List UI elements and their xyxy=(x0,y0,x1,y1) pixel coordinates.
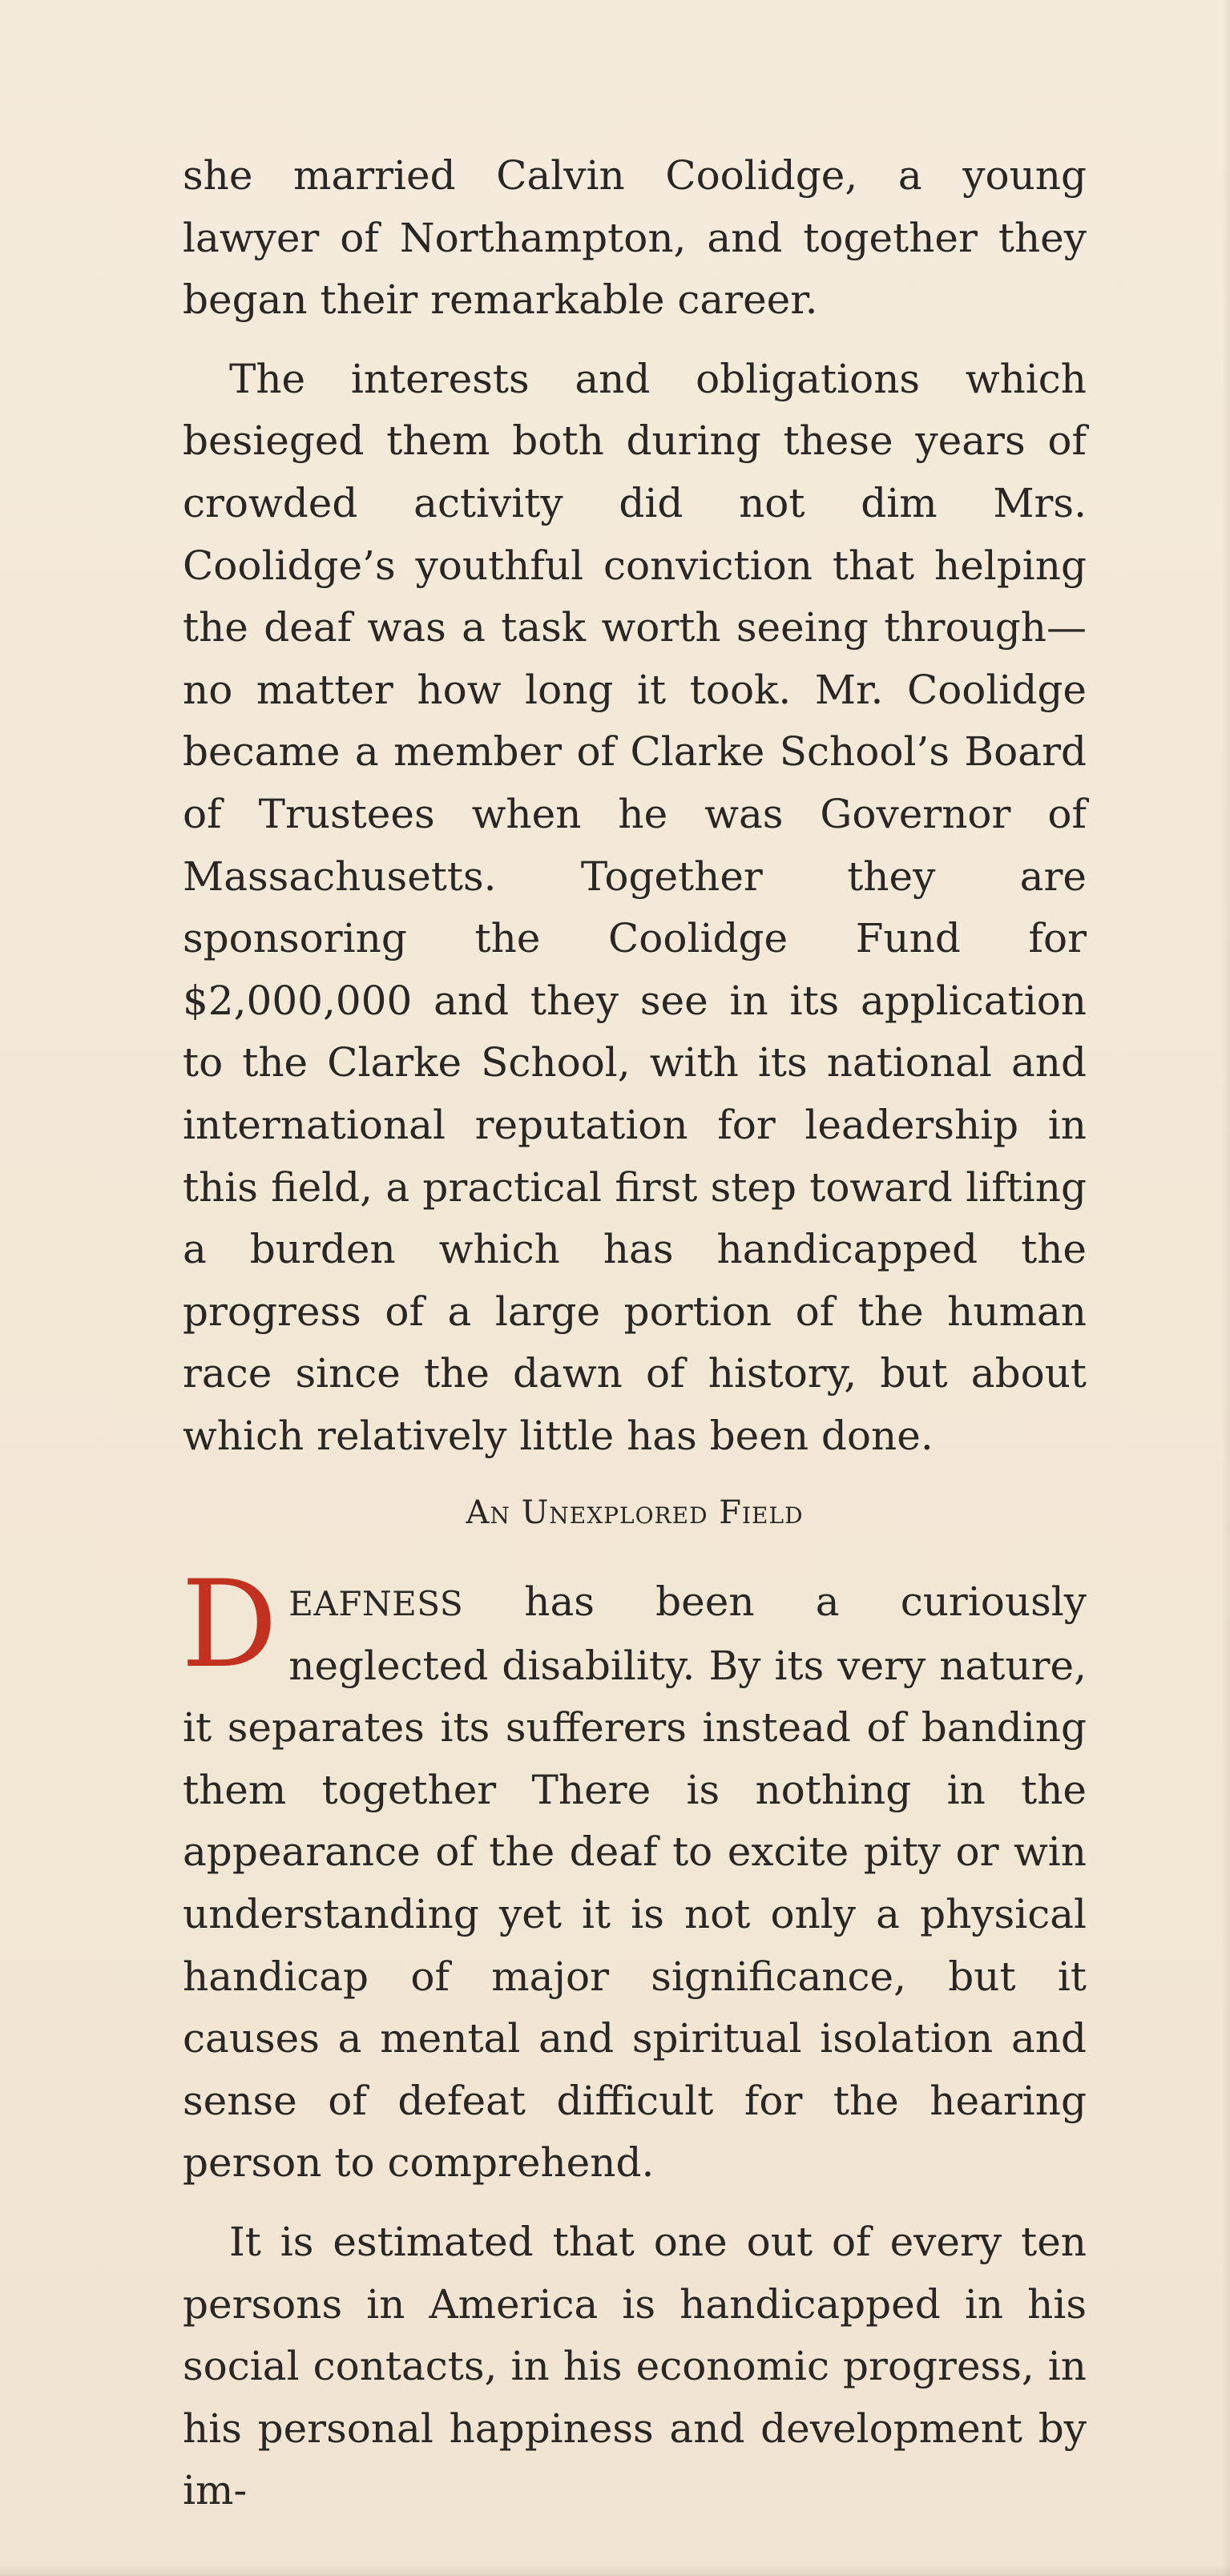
paragraph-deafness-body: has been a curiously neglected disability. By its very nature, it separates its sufferers instead of banding them together There is nothing in the appearance of the deaf to excite pity or win understanding yet it is not only a physical handicap of major significance, but it causes a mental and spiritual isolation and sense of defeat difficult for the hearing person to comprehend. xyxy=(183,1578,1087,2187)
drop-cap-letter: D xyxy=(181,1555,278,1695)
lead-word-caps: EAFNESS xyxy=(288,1584,464,1623)
paragraph-estimate: It is estimated that one out of every ten persons in America is handicapped in his social contacts, in his economic progress, in his personal happiness and development by im- xyxy=(183,2218,1087,2514)
paragraph-continuation: she married Calvin Coolidge, a young lawyer of Northampton, and together they began their remarkable career. xyxy=(183,152,1087,324)
paragraph-coolidge-fund: The interests and obligations which besieged them both during these years of crowded activity did not dim Mrs. Coolidge’s youthful conviction that helping the deaf was a task worth seeing through—no matter how long it took. Mr. Coolidge became a member of Clarke School’s Board of Trustees when he was Governor of Massachusetts. Together they are sponsoring the Coolidge Fund for $2,000,000 and they see in its application to the Clarke School, with its national and international reputation for leadership in this field, a practical first step toward lifting a burden which has handicapped the progress of a large portion of the human race since the dawn of history, but about which relatively little has been done. xyxy=(183,355,1087,1459)
body-text-upper xyxy=(183,145,1087,1467)
body-text-lower xyxy=(181,1555,1087,2522)
paragraph-deafness xyxy=(181,1555,1087,2195)
section-heading: An Unexplored Field xyxy=(466,1494,804,1531)
